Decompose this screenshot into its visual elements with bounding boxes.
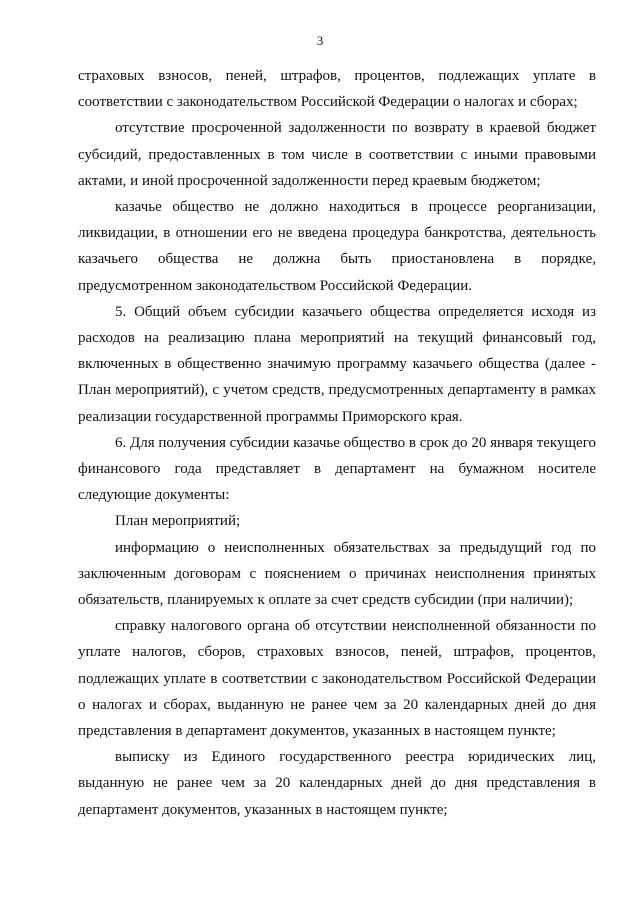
paragraph-no-reorganization: казачье общество не должно находиться в процессе реорганизации, ликвидации, в отношении его не введена процедура банкротства, деятельность казачьего общества не должна быть приостановлена в порядке, предусмотренном законодательством Российской Федерации. <box>78 199 596 294</box>
paragraph-item-5-subsidy-volume: 5. Общий объем субсидии казачьего общества определяется исходя из расходов на реализацию плана мероприятий на текущий финансовый год, включенных в общественно значимую программу казачьего общества (далее - План мероприятий), с учетом средств, предусмотренных департаменту в рамках реализации государственной программы Приморского края. <box>78 303 596 425</box>
paragraph-registry-extract: выписку из Единого государственного реестра юридических лиц, выданную не ранее чем за 20 календарных дней до дня представления в департамент документов, указанных в настоящем пункте; <box>78 749 596 818</box>
page-number: 3 <box>316 33 324 48</box>
paragraph-item-6-documents: 6. Для получения субсидии казачье общество в срок до 20 января текущего финансового года представляет в департамент на бумажном носителе следующие документы: <box>78 434 596 504</box>
paragraph-tax-arrears-continuation: страховых взносов, пеней, штрафов, процентов, подлежащих уплате в соответствии с законодательством Российской Федерации о налогах и сборах; <box>78 68 596 111</box>
paragraph-no-overdue-debt: отсутствие просроченной задолженности по возврату в краевой бюджет субсидий, предоставленных в том числе в соответствии с иными правовыми актами, и иной просроченной задолженности перед краевым бюджетом; <box>78 120 596 189</box>
document-body <box>78 63 596 823</box>
paragraph-plan-of-events: План мероприятий; <box>115 513 241 530</box>
paragraph-unfulfilled-obligations: информацию о неисполненных обязательствах за предыдущий год по заключенным договорам с пояснением о причинах неисполнения принятых обязательств, планируемых к оплате за счет средств субсидии (при наличии); <box>78 539 596 609</box>
paragraph-tax-certificate: справку налогового органа об отсутствии неисполненной обязанности по уплате налогов, сборов, страховых взносов, пеней, штрафов, процентов, подлежащих уплате в соответствии с законодательством Российской Федерации о налогах и сборах, выданную не ранее чем за 20 календарных дней до дня представления в департамент документов, указанных в настоящем пункте; <box>78 618 596 740</box>
